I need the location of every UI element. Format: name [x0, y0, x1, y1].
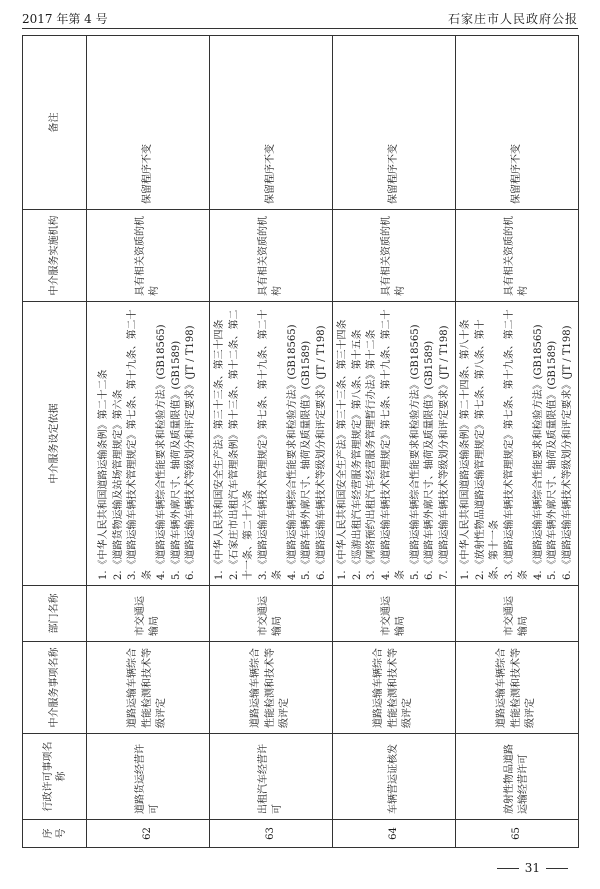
row-license: 放射性物品道路运输经营许可: [456, 733, 579, 819]
basis-item: 6.《道路运输车辆技术等级划分和评定要求》(JT / T198): [315, 325, 327, 580]
basis-item: 2.《道路货物运输及站场管理规定》第六条: [112, 389, 124, 580]
basis-item: 5.《道路车辆外廓尺寸、轴荷及质量限值》(GB1589): [170, 340, 182, 580]
row-service: 道路运输车辆综合性能检测和技术等级评定: [456, 641, 579, 733]
table-area: [22, 36, 578, 848]
row-agency: 具有相关资质的机构: [87, 209, 210, 301]
row-no: 62: [87, 819, 210, 847]
row-no: 65: [456, 819, 579, 847]
basis-item: 1.《中华人民共和国道路运输条例》第二十四条、第八十条: [460, 319, 471, 580]
row-dept: 市交通运输局: [456, 585, 579, 641]
issue-label: 2017 年第 4 号: [22, 12, 108, 26]
basis-item: 4.《道路运输车辆综合性能要求和检验方法》(GB18565): [532, 324, 544, 580]
page-header: [22, 8, 578, 29]
row-remark: 保留程序不变: [210, 35, 333, 209]
row-basis: [87, 301, 210, 585]
row-dept: 市交通运输局: [333, 585, 456, 641]
publication-title: 石家庄市人民政府公报: [447, 12, 578, 26]
row-service: 道路运输车辆综合性能检测和技术等级评定: [210, 641, 333, 733]
basis-item: 1.《中华人民共和国安全生产法》第三十三条、第三十四条: [337, 319, 348, 580]
footer-dash-left: [497, 868, 519, 869]
row-license: 道路货运经营许可: [87, 733, 210, 819]
basis-item: 1.《中华人民共和国安全生产法》第三十三条、第三十四条: [214, 319, 225, 580]
row-remark: 保留程序不变: [87, 35, 210, 209]
basis-item: 2.《巡游出租汽车经营服务管理规定》第八条、第十五条: [351, 329, 363, 580]
row-basis: [333, 301, 456, 585]
row-remark: 保留程序不变: [456, 35, 579, 209]
basis-item: 5.《道路运输车辆综合性能要求和检验方法》(GB18565): [409, 324, 421, 580]
row-license: 出租汽车经营许可: [210, 733, 333, 819]
basis-item: 2.《放射性物品道路运输管理规定》第七条、第八条、第十条、第十一条: [474, 319, 500, 580]
page-number: 31: [524, 861, 540, 875]
basis-item: 5.《道路车辆外廓尺寸、轴荷及质量限值》(GB1589): [547, 340, 558, 580]
service-table: [22, 35, 579, 848]
row-basis: [210, 301, 333, 585]
basis-item: 4.《道路运输车辆综合性能要求和检验方法》(GB18565): [156, 324, 168, 580]
basis-item: 2.《石家庄市出租汽车管理条例》第十三条、第十二条、第二十一条、第二十六条: [228, 309, 254, 580]
basis-item: 6.《道路运输车辆技术等级划分和评定要求》(JT / T198): [561, 325, 573, 580]
row-remark: 保留程序不变: [333, 35, 456, 209]
basis-item: 7.《道路运输车辆技术等级划分和评定要求》(JT / T198): [438, 325, 450, 580]
basis-item: 3.《道路运输车辆技术管理规定》第七条、第十九条、第二十条: [127, 309, 153, 580]
basis-item: 4.《道路运输车辆综合性能要求和检验方法》(GB18565): [286, 324, 298, 580]
row-agency: 具有相关资质的机构: [456, 209, 579, 301]
basis-item: 3.《道路运输车辆技术管理规定》第七条、第十九条、第二十条: [257, 309, 283, 580]
basis-item: 3.《道路运输车辆技术管理规定》第七条、第十九条、第二十条: [503, 309, 529, 580]
basis-item: 6.《道路车辆外廓尺寸、轴荷及质量限值》(GB1589): [424, 340, 435, 580]
basis-item: 3.《网络预约出租汽车经营服务管理暂行办法》第十二条: [366, 329, 377, 580]
basis-item: 1.《中华人民共和国道路运输条例》第二十二条: [98, 369, 110, 580]
page-footer: [491, 861, 574, 875]
col-header-agency: 中介服务实施机构: [23, 209, 87, 301]
row-basis: [456, 301, 579, 585]
col-header-dept: 部门名称: [23, 585, 87, 641]
row-dept: 市交通运输局: [210, 585, 333, 641]
row-dept: 市交通运输局: [87, 585, 210, 641]
col-header-basis: 中介服务设定依据: [23, 301, 87, 585]
basis-item: 6.《道路运输车辆技术等级划分和评定要求》(JT / T198): [185, 325, 197, 580]
footer-dash-right: [546, 868, 568, 869]
row-agency: 具有相关资质的机构: [333, 209, 456, 301]
row-license: 车辆营运证核发: [333, 733, 456, 819]
basis-item: 4.《道路运输车辆技术管理规定》第七条、第十九条、第二十条: [380, 309, 406, 580]
basis-item: 5.《道路车辆外廓尺寸、轴荷及质量限值》(GB1589): [301, 340, 312, 580]
col-header-no: 序号: [23, 819, 87, 847]
col-header-remark: 备注: [23, 35, 87, 209]
row-service: 道路运输车辆综合性能检测和技术等级评定: [87, 641, 210, 733]
row-agency: 具有相关资质的机构: [210, 209, 333, 301]
col-header-service: 中介服务事项名称: [23, 641, 87, 733]
row-no: 63: [210, 819, 333, 847]
col-header-license: 行政许可事项名称: [23, 733, 87, 819]
row-service: 道路运输车辆综合性能检测和技术等级评定: [333, 641, 456, 733]
row-no: 64: [333, 819, 456, 847]
